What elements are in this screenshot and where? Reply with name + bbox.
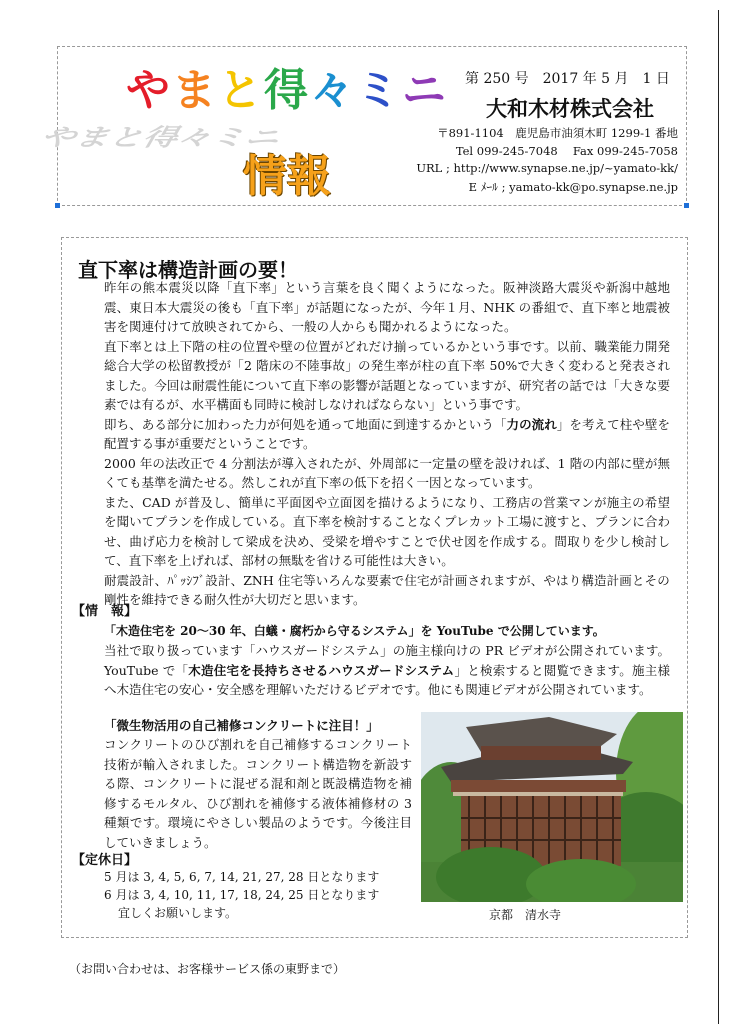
text-run: 」と検索すると閲覧できます。施主様へ木造住宅の安心・安全感を理解いただけるビデオです。他にも関連ビデオが公開されています。 (104, 662, 670, 697)
paragraph: 2000 年の法改正で 4 分割法が導入されたが、外周部に一定量の壁を設ければ、1 階の内部に壁が無くても基準を満たせる。然しこれが直下率の低下を招く一因となっています。 (104, 455, 670, 490)
info-headline-youtube: 「木造住宅を 20〜30 年、白蟻・腐朽から守るシステム」を YouTube で公開しています。 (104, 624, 605, 638)
paragraph: 耐震設計、ﾊﾟｯｼﾌﾞ設計、ZNH 住宅等いろんな要素で住宅が計画されますが、やはり構造計画とその剛性を維持できる耐久性が大切だと思います。 (104, 572, 670, 607)
page-edge-line (718, 10, 719, 1024)
text-run: 即ち、ある部分に加わった力が何処を通って地面に到達するかという「 (104, 416, 507, 432)
photo-caption: 京都 清水寺 (489, 908, 562, 922)
logo-char: ニ (402, 65, 448, 116)
logo-char: と (218, 65, 264, 116)
paragraph: 昨年の熊本震災以降「直下率」という言葉を良く聞くようになった。阪神淡路大震災や新潟中越地震、東日本大震災の後も「直下率」が話題になったが、今年１月、NHK の番組で、直下率と地震被害を関連付けて放映されてから、一般の人からも聞かれるようになった。 (104, 280, 670, 334)
issue-number: 第 250 号 2017 年 5 月 1 日 (465, 71, 670, 87)
logo-char: 得 (264, 65, 310, 116)
logo-shadow-text: やまと得々ミニ (35, 123, 290, 152)
holiday-heading: 【定休日】 (72, 853, 138, 868)
newsletter-logo (126, 54, 448, 118)
paragraph: また、CAD が普及し、簡単に平面図や立面図を描けるようになり、工務店の営業マンが施主の希望を聞いてプランを作成している。直下率を検討することなくプレカット工場に渡すと、プランに合わせ、曲げ応力を検討して梁成を決め、受梁を増やすことで伏せ図を作成する。間取りを少し検討して、直下率を上げれば、部材の無駄を省ける可能性は大きい。 (104, 494, 670, 568)
holiday-may: 5 月は 3, 4, 5, 6, 7, 14, 21, 27, 28 日となります (104, 870, 380, 884)
footer-contact: （お問い合わせは、お客様サービス係の東野まで） (69, 962, 346, 976)
logo-char: や (126, 65, 172, 116)
postal-address: 〒891-1104 鹿児島市油須木町 1299-1 番地 (437, 126, 678, 140)
text-run: 当社で取り扱っています「ハウスガードシステム」の施主様向けの PR ビデオが公開されています。YouTube で「 (104, 643, 670, 678)
logo-subtitle: 情報 (243, 151, 331, 202)
logo-char: ま (172, 65, 218, 116)
article-title: 直下率は構造計画の要！ (78, 258, 298, 282)
emphasis: 力の流れ (506, 416, 557, 432)
info-paragraph-youtube (104, 641, 670, 700)
paragraph: 直下率とは上下階の柱の位置や壁の位置がどれだけ揃っているかという事です。以前、職業能力開発総合大学の松留教授が「2 階床の不陸事故」の発生率が柱の直下率 50%で大きく変わると発表されました。今回は耐震性能について直下率の影響が話題となっていますが、研究者の話では「大きな要素では有るが、水平構面も同時に検討しなければならない」という事です。 (104, 338, 670, 412)
emphasis: 木造住宅を長持ちさせるハウスガードシステム (188, 662, 455, 678)
info-paragraph-concrete: コンクリートのひび割れを自己補修するコンクリート技術が輸入されました。コンクリート構造物を新設する際、コンクリートに混ぜる混和剤と既設構造物を補修するモルタル、ひび割れを補修する液体補修材の 3 種類です。環境にやさしい製品のようです。今後注目していきましょう。 (104, 737, 412, 850)
info-heading: 【情 報】 (72, 604, 138, 619)
corner-mark (684, 203, 689, 208)
tel-fax: Tel 099-245-7048 Fax 099-245-7058 (455, 144, 678, 158)
corner-mark (55, 203, 60, 208)
article-body (104, 278, 670, 610)
text-run: 」を考えて柱や壁を配置する事が重要だということです。 (104, 416, 670, 451)
info-headline-concrete: 「微生物活用の自己補修コンクリートに注目！」 (104, 718, 379, 733)
logo-char: ミ (356, 65, 402, 116)
website-url: URL ; http://www.synapse.ne.jp/~yamato-kk/ (416, 161, 678, 175)
email-address: E ﾒｰﾙ ; yamato-kk@po.synapse.ne.jp (468, 180, 678, 194)
holiday-closing: 宜しくお願いします。 (118, 906, 238, 920)
temple-illustration (421, 712, 683, 902)
kiyomizu-temple-photo (421, 712, 683, 902)
paragraph (104, 415, 670, 454)
logo-char: 々 (310, 65, 356, 116)
holiday-june: 6 月は 3, 4, 10, 11, 17, 18, 24, 25 日となります (104, 888, 380, 902)
company-name: 大和木材株式会社 (486, 97, 654, 121)
